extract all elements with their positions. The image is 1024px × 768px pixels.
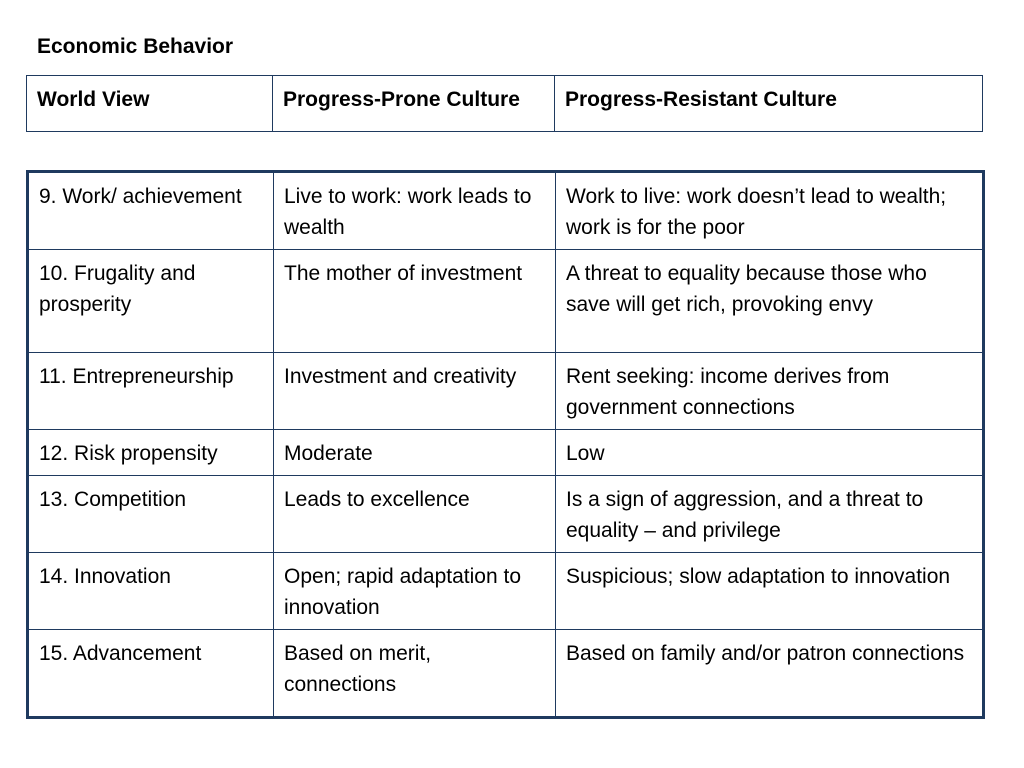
table-cell-progress-prone: Moderate — [274, 430, 556, 476]
table-cell-world-view: 13. Competition — [28, 476, 274, 553]
column-header-progress-prone: Progress-Prone Culture — [273, 76, 555, 132]
column-header-progress-resistant: Progress-Resistant Culture — [555, 76, 983, 132]
table-cell-progress-resistant: Work to live: work doesn’t lead to wealth; work is for the poor — [556, 172, 984, 250]
header-table-container — [26, 75, 982, 132]
table-row — [28, 430, 984, 476]
table-cell-world-view: 9. Work/ achievement — [28, 172, 274, 250]
table-cell-world-view: 10. Frugality and prosperity — [28, 250, 274, 353]
table-cell-progress-prone: Based on merit, connections — [274, 630, 556, 718]
page-title: Economic Behavior — [37, 35, 234, 58]
table-row — [28, 553, 984, 630]
table-cell-progress-resistant: A threat to equality because those who save will get rich, provoking envy — [556, 250, 984, 353]
table-cell-world-view: 14. Innovation — [28, 553, 274, 630]
body-table-container — [26, 170, 982, 719]
table-cell-progress-resistant: Is a sign of aggression, and a threat to equality – and privilege — [556, 476, 984, 553]
table-cell-progress-resistant: Based on family and/or patron connections — [556, 630, 984, 718]
header-row — [27, 76, 983, 132]
table-row — [28, 476, 984, 553]
table-cell-progress-prone: Investment and creativity — [274, 353, 556, 430]
table-cell-progress-prone: The mother of investment — [274, 250, 556, 353]
table-cell-world-view: 12. Risk propensity — [28, 430, 274, 476]
table-cell-world-view: 11. Entrepreneurship — [28, 353, 274, 430]
table-cell-world-view: 15. Advancement — [28, 630, 274, 718]
table-cell-progress-resistant: Rent seeking: income derives from government connections — [556, 353, 984, 430]
column-header-world-view: World View — [27, 76, 273, 132]
table-cell-progress-prone: Open; rapid adaptation to innovation — [274, 553, 556, 630]
table-row — [28, 353, 984, 430]
table-row — [28, 250, 984, 353]
table-row — [28, 172, 984, 250]
table-cell-progress-prone: Leads to excellence — [274, 476, 556, 553]
table-cell-progress-resistant: Suspicious; slow adaptation to innovation — [556, 553, 984, 630]
table-cell-progress-resistant: Low — [556, 430, 984, 476]
behavior-table — [26, 170, 985, 719]
header-table — [26, 75, 983, 132]
table-row — [28, 630, 984, 718]
table-cell-progress-prone: Live to work: work leads to wealth — [274, 172, 556, 250]
